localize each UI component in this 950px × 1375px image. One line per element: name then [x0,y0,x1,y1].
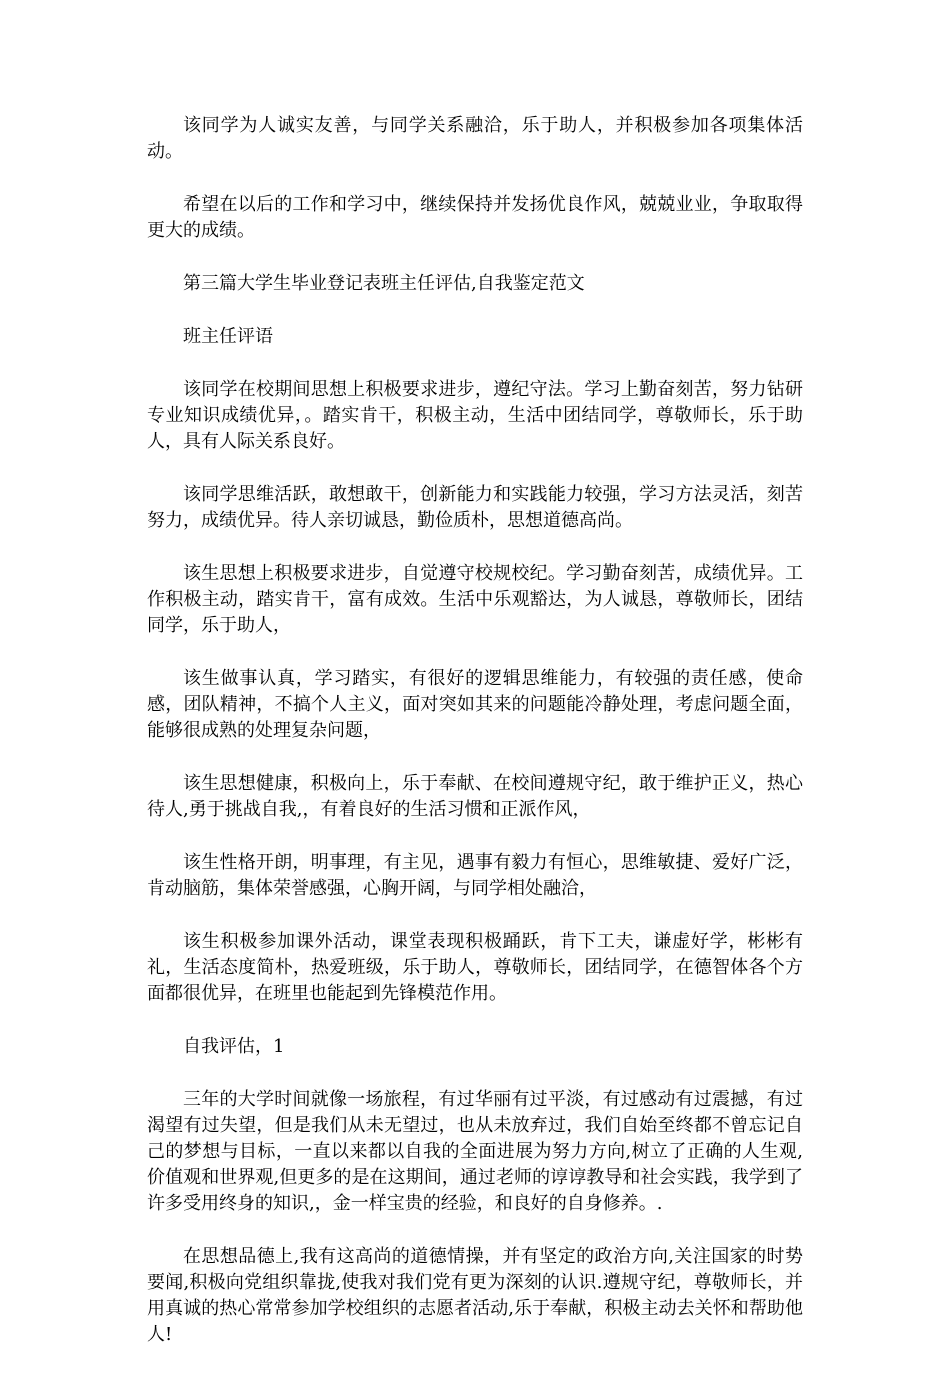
paragraph-comment-3: 该生思想上积极要求进步，自觉遵守校规校纪。学习勤奋刻苦，成绩优异。工作积极主动，踏实肯干，富有成效。生活中乐观豁达，为人诚恳，尊敬师长，团结同学，乐于助人， [147,563,803,636]
paragraph-comment-5: 该生思想健康，积极向上，乐于奉献、在校间遵规守纪，敢于维护正义，热心待人,勇于挑战自我,，有着良好的生活习惯和正派作风， [147,773,803,820]
paragraph-comment-7: 该生积极参加课外活动，课堂表现积极踊跃，肯下工夫，谦虚好学，彬彬有礼，生活态度简朴，热爱班级，乐于助人，尊敬师长，团结同学，在德智体各个方面都很优异，在班里也能起到先锋模范作用。 [147,931,803,1004]
paragraph-comment-honest: 该同学为人诚实友善，与同学关系融洽，乐于助人，并积极参加各项集体活动。 [147,115,803,162]
document-body [147,113,803,1375]
paragraph-hope: 希望在以后的工作和学习中，继续保持并发扬优良作风，兢兢业业，争取取得更大的成绩。 [147,194,803,241]
paragraph-comment-1: 该同学在校期间思想上积极要求进步，遵纪守法。学习上勤奋刻苦，努力钻研专业知识成绩优异，。踏实肯干，积极主动，生活中团结同学，尊敬师长，乐于助人，具有人际关系良好。 [147,379,803,452]
paragraph-self-evaluation-1: 三年的大学时间就像一场旅程，有过华丽有过平淡，有过感动有过震撼，有过渴望有过失望，但是我们从未无望过，也从未放弃过，我们自始至终都不曾忘记自己的梦想与目标，一直以来都以自我的全面进展为努力方向,树立了正确的人生观,价值观和世界观,但更多的是在这期间，通过老师的谆谆教导和社会实践，我学到了许多受用终身的知识,，金一样宝贵的经验，和良好的自身修养。. [147,1089,803,1214]
paragraph-comment-2: 该同学思维活跃，敢想敢干，创新能力和实践能力较强，学习方法灵活，刻苦努力，成绩优异。待人亲切诚恳，勤俭质朴，思想道德高尚。 [147,484,803,531]
paragraph-comment-6: 该生性格开朗，明事理，有主见，遇事有毅力有恒心，思维敏捷、爱好广泛，肯动脑筋，集体荣誉感强，心胸开阔，与同学相处融洽， [147,852,803,899]
paragraph-self-evaluation-2: 在思想品德上,我有这高尚的道德情操，并有坚定的政治方向,关注国家的时势要闻,积极向党组织靠拢,使我对我们党有更为深刻的认识.遵规守纪，尊敬师长，并用真诚的热心常常参加学校组织的志愿者活动,乐于奉献，积极主动去关怀和帮助他人! [147,1246,803,1345]
section-heading-self-evaluation: 自我评估，1 [183,1036,285,1057]
section-heading-third-article: 第三篇大学生毕业登记表班主任评估,自我鉴定范文 [183,273,585,294]
paragraph-comment-4: 该生做事认真，学习踏实，有很好的逻辑思维能力，有较强的责任感，使命感，团队精神，不搞个人主义，面对突如其来的问题能冷静处理，考虑问题全面，能够很成熟的处理复杂问题， [147,668,803,741]
section-heading-teacher-comments: 班主任评语 [183,326,273,347]
